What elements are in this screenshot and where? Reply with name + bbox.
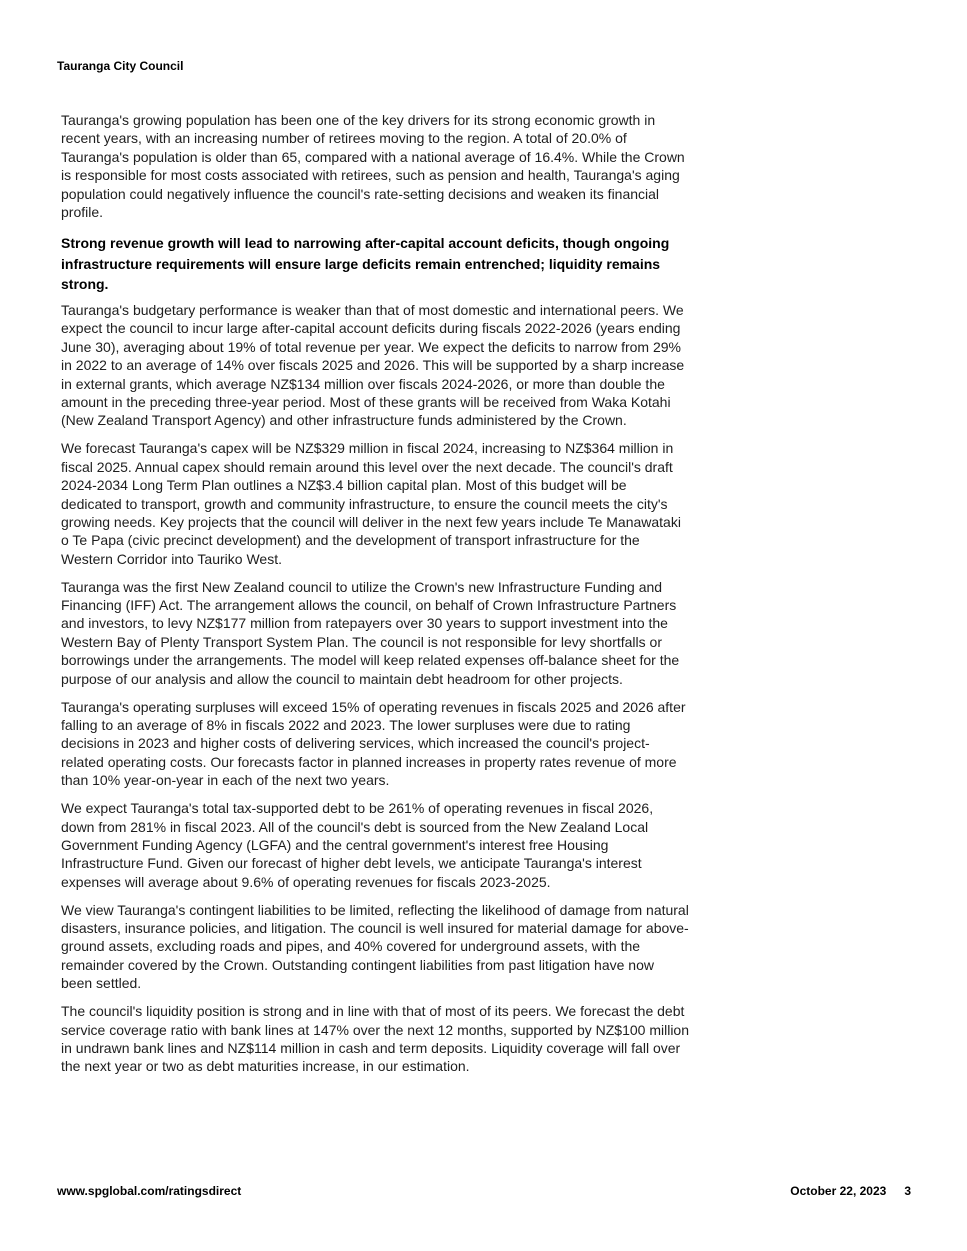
paragraph-debt: We expect Tauranga's total tax-supported debt to be 261% of operating revenues in fiscal 2026, down from 281% in fiscal 2023. All of the council's debt is sourced from the New Zealand Local Government Funding Agency (LGFA) and the central government's interest free Housing Infrastructure Fund. Given our forecast of higher debt levels, we anticipate Tauranga's interest expenses will average about 9.6% of operating revenues for fiscals 2023-2025. (61, 800, 654, 890)
paragraph-iff-act: Tauranga was the first New Zealand council to utilize the Crown's new Infrastructure Funding and Financing (IFF) Act. The arrangement allows the council, on behalf of Crown Infrastructure Partners and investors, to levy NZ$177 million from ratepayers over 30 years to support investment into the Western Bay of Plenty Transport System Plan. The council is not responsible for levy shortfalls or borrowings under the arrangements. The model will keep related expenses off-balance sheet for the purpose of our analysis and allow the council to maintain debt headroom for other projects. (61, 578, 680, 687)
document-body (61, 111, 689, 1085)
paragraph-population: Tauranga's growing population has been one of the key drivers for its strong economic growth in recent years, with an increasing number of retirees moving to the region. A total of 20.0% of Tauranga's population is older than 65, compared with a national average of 16.4%. While the Crown is responsible for most costs associated with retirees, such as pension and health, Tauranga's aging population could negatively influence the council's rate-setting decisions and weaken its financial profile. (61, 112, 685, 221)
paragraph-liquidity: The council's liquidity position is strong and in line with that of most of its peers. We forecast the debt service coverage ratio with bank lines at 147% over the next 12 months, supported by NZ$100 million in undrawn bank lines and NZ$114 million in cash and term deposits. Liquidity coverage will fall over the next year or two as debt maturities increase, in our estimation. (61, 1003, 690, 1075)
paragraph-capex: We forecast Tauranga's capex will be NZ$329 million in fiscal 2024, increasing to NZ$364 million in fiscal 2025. Annual capex should remain around this level over the next decade. The council's draft 2024-2034 Long Term Plan outlines a NZ$3.4 billion capital plan. Most of this budget will be dedicated to transport, growth and community infrastructure, to ensure the council meets the city's growing needs. Key projects that the council will deliver in the next few years include Te Manawataki o Te Papa (civic precinct development) and the development of transport infrastructure for the Western Corridor into Tauriko West. (61, 440, 681, 567)
footer-meta (790, 1184, 911, 1198)
footer-date: October 22, 2023 (790, 1184, 887, 1198)
section-heading: Strong revenue growth will lead to narrowing after-capital account deficits, though ongoing infrastructure requirements will ensure large deficits remain entrenched; liquidity remains strong. (61, 235, 670, 293)
paragraph-contingent-liabilities: We view Tauranga's contingent liabilities to be limited, reflecting the likelihood of damage from natural disasters, insurance policies, and litigation. The council is well insured for material damage for above-ground assets, excluding roads and pipes, and 40% covered for underground assets, with the remainder covered by the Crown. Outstanding contingent liabilities from past litigation have now been settled. (61, 901, 689, 992)
paragraph-operating-surpluses: Tauranga's operating surpluses will exceed 15% of operating revenues in fiscals 2025 and 2026 after falling to an average of 8% in fiscals 2022 and 2023. The lower surpluses were due to rating decisions in 2023 and higher costs of delivering services, which increased the council's project-related operating costs. Our forecasts factor in planned increases in property rates revenue of more than 10% year-on-year in each of the next two years. (61, 698, 686, 789)
footer-url-link[interactable]: www.spglobal.com/ratingsdirect (57, 1184, 242, 1198)
page-number: 3 (904, 1184, 911, 1198)
paragraph-budgetary-performance: Tauranga's budgetary performance is weaker than that of most domestic and international peers. We expect the council to incur large after-capital account deficits during fiscals 2022-2026 (years ending June 30), averaging about 19% of total revenue per year. We expect the deficits to narrow from 29% in 2022 to an average of 14% over fiscals 2025 and 2026. This will be supported by a sharp increase in external grants, which average NZ$134 million over fiscals 2024-2026, or more than double the amount in the preceding three-year period. Most of these grants will be received from Waka Kotahi (New Zealand Transport Agency) and other infrastructure funds administered by the Crown. (61, 301, 685, 429)
document-header-title: Tauranga City Council (57, 59, 184, 73)
